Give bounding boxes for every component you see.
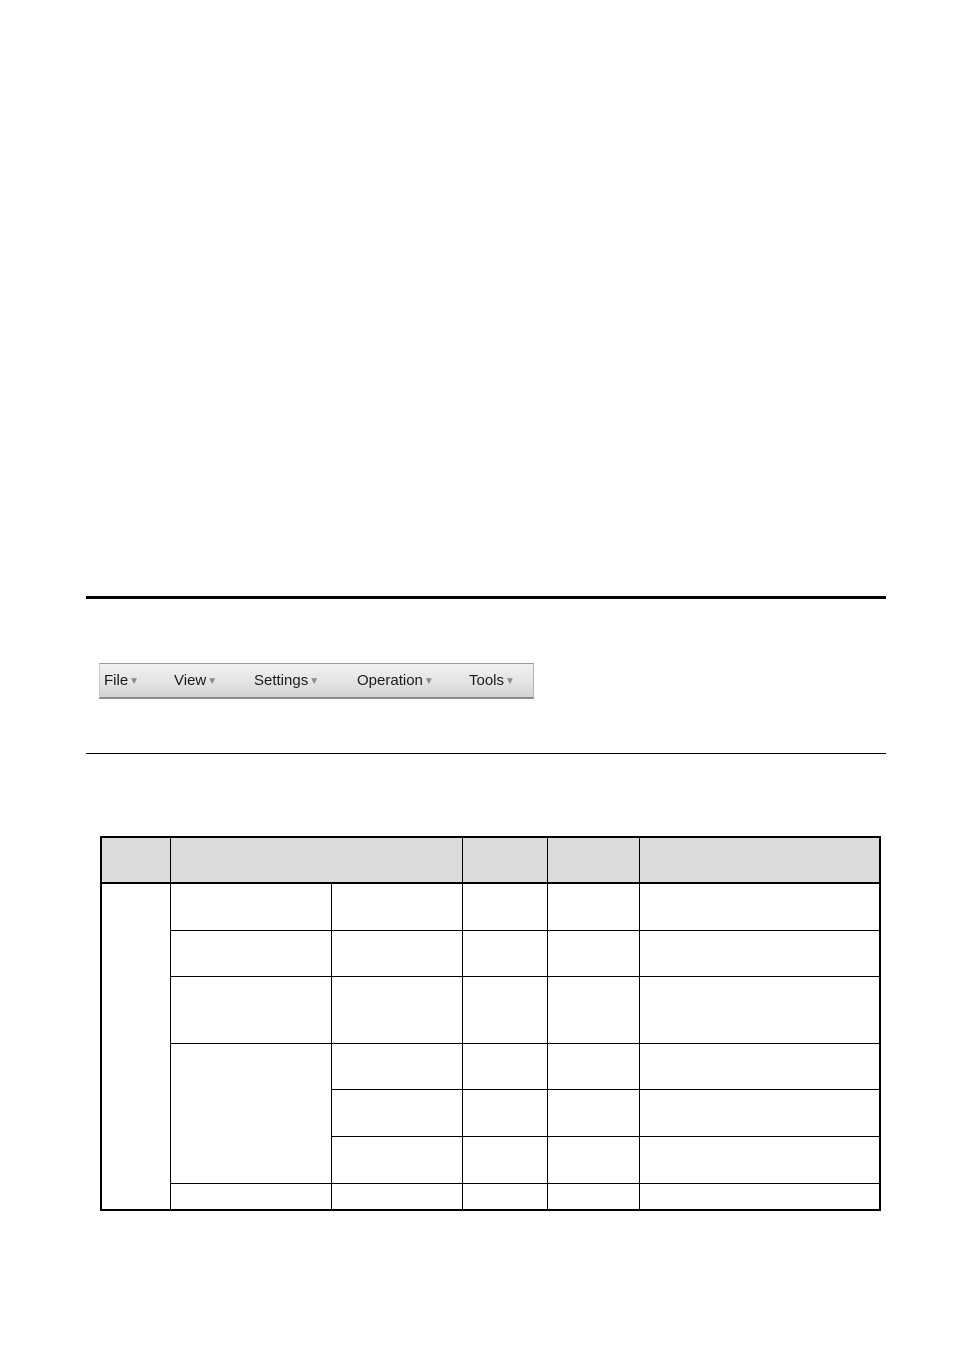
- table-row: [101, 1183, 880, 1210]
- table-cell: [639, 976, 880, 1043]
- dropdown-arrow-icon: ▼: [505, 676, 515, 687]
- table-cell: [462, 1089, 547, 1136]
- table-header-cell: [639, 837, 880, 883]
- table-cell: [462, 1043, 547, 1089]
- table-cell: [331, 1136, 462, 1183]
- table-header-cell: [170, 837, 462, 883]
- table-cell: [462, 883, 547, 930]
- table-cell: [547, 976, 639, 1043]
- table-cell: [331, 883, 462, 930]
- menu-operation-label: Operation: [357, 672, 423, 689]
- table-cell: [331, 1089, 462, 1136]
- menu-bar: [99, 663, 534, 699]
- menu-reference-table: [100, 836, 881, 1211]
- table-row: [101, 883, 880, 930]
- table-row: [101, 930, 880, 976]
- table-header-cell: [101, 837, 170, 883]
- table-cell: [639, 1089, 880, 1136]
- table-cell: [101, 883, 170, 1210]
- table-cell: [462, 976, 547, 1043]
- table-cell: [170, 976, 331, 1043]
- menu-tools-label: Tools: [469, 672, 505, 689]
- table-cell: [170, 1043, 331, 1183]
- section-divider-thick: [86, 596, 886, 599]
- table-cell: [639, 883, 880, 930]
- table-row: [101, 976, 880, 1043]
- table-cell: [331, 976, 462, 1043]
- table-cell: [639, 1183, 880, 1210]
- dropdown-arrow-icon: ▼: [207, 676, 218, 687]
- table-cell: [462, 930, 547, 976]
- dropdown-arrow-icon: ▼: [129, 676, 140, 687]
- table-cell: [331, 1183, 462, 1210]
- table-cell: [170, 930, 331, 976]
- table-cell: [547, 1089, 639, 1136]
- menu-tools[interactable]: [469, 671, 515, 691]
- dropdown-arrow-icon: ▼: [309, 676, 320, 687]
- menu-file[interactable]: [104, 671, 139, 691]
- table-cell: [462, 1183, 547, 1210]
- table-cell: [547, 1136, 639, 1183]
- table-cell: [547, 930, 639, 976]
- table-cell: [547, 883, 639, 930]
- table-cell: [639, 1136, 880, 1183]
- menu-view[interactable]: [174, 671, 217, 691]
- table-header-row: [101, 837, 880, 883]
- section-divider-thin: [86, 753, 886, 754]
- table-header-cell: [547, 837, 639, 883]
- menu-settings-label: Settings: [254, 672, 309, 689]
- table-cell: [547, 1183, 639, 1210]
- menu-settings[interactable]: [254, 671, 319, 691]
- table-cell: [170, 883, 331, 930]
- table-row: [101, 1043, 880, 1089]
- menu-view-label: View: [174, 672, 207, 689]
- table-cell: [331, 930, 462, 976]
- table-header-cell: [462, 837, 547, 883]
- table-cell: [639, 1043, 880, 1089]
- menu-file-label: File: [104, 672, 129, 689]
- dropdown-arrow-icon: ▼: [423, 676, 434, 687]
- menu-operation[interactable]: [357, 671, 434, 691]
- table-cell: [331, 1043, 462, 1089]
- table-cell: [639, 930, 880, 976]
- table-cell: [547, 1043, 639, 1089]
- table-cell: [462, 1136, 547, 1183]
- table-cell: [170, 1183, 331, 1210]
